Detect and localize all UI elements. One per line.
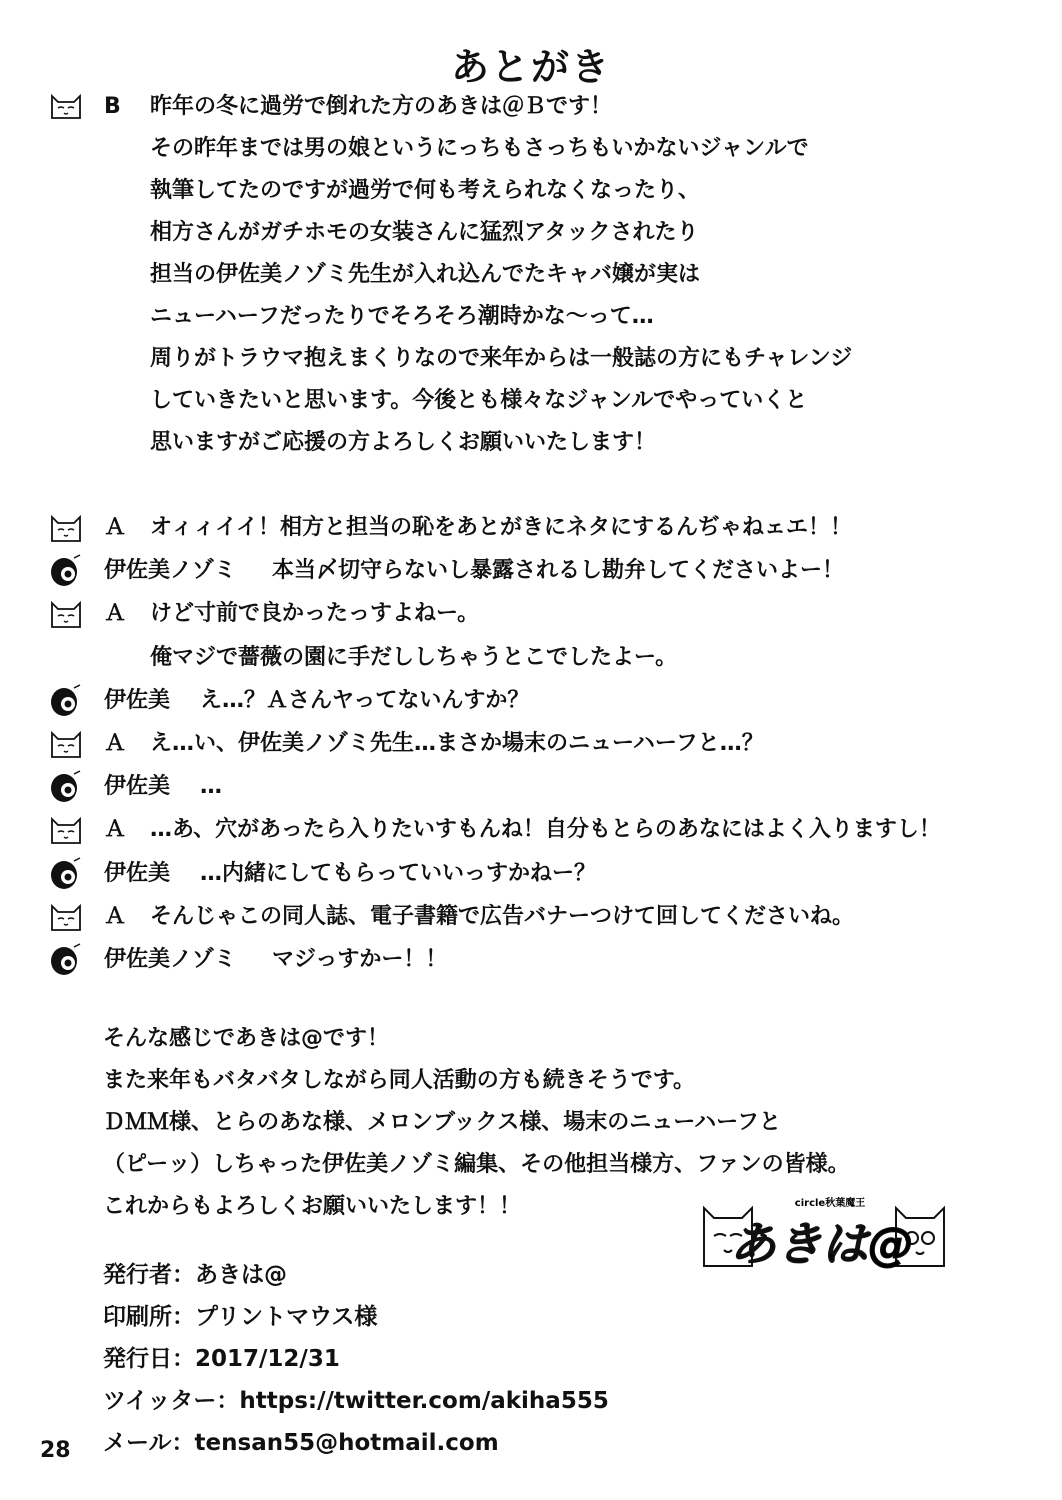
dialogue-text: 俺マジで薔薇の園に手だししちゃうとこでしたよー。 [150, 645, 678, 670]
dialogue-text: けど寸前で良かったっすよねー。 [150, 601, 480, 626]
robot-face-icon [48, 684, 84, 722]
robot-face-icon [48, 943, 84, 981]
intro-speaker: B [104, 94, 121, 119]
cat-face-icon [48, 597, 84, 635]
dialogue-text: マジっすかー！！ [272, 947, 448, 972]
dialogue-speaker: Ａ [104, 904, 127, 929]
intro-line: 相方さんがガチホモの女装さんに猛烈アタックされたり [150, 220, 699, 245]
intro-line: 担当の伊佐美ノゾミ先生が入れ込んでたキャバ嬢が実は [150, 262, 701, 287]
dialogue-text: え…い、伊佐美ノゾミ先生…まさか場末のニューハーフと…？ [150, 731, 764, 756]
robot-face-icon [48, 554, 84, 592]
robot-face-icon [48, 770, 84, 808]
page-number: 28 [40, 1438, 71, 1463]
closing-line: また来年もバタバタしながら同人活動の方も続きそうです。 [103, 1068, 696, 1093]
svg-text:あきは@: あきは@ [730, 1217, 914, 1271]
dialogue-speaker: Ａ [104, 731, 127, 756]
robot-face-icon [48, 857, 84, 895]
intro-line: 昨年の冬に過労で倒れた方のあきは＠Ｂです！ [150, 94, 613, 119]
dialogue-speaker: 伊佐美 [104, 688, 171, 713]
closing-line: （ピーッ）しちゃった伊佐美ノゾミ編集、その他担当様方、ファンの皆様。 [103, 1152, 850, 1177]
dialogue-speaker: 伊佐美ノゾミ [104, 947, 237, 972]
intro-line: ニューハーフだったりでそろそろ潮時かな〜って… [150, 304, 654, 329]
colophon-publisher: 発行者：あきは@ [103, 1262, 287, 1288]
dialogue-speaker: Ａ [104, 817, 127, 842]
intro-line: その昨年までは男の娘というにっちもさっちもいかないジャンルで [150, 136, 809, 161]
dialogue-speaker: 伊佐美ノゾミ [104, 558, 237, 583]
closing-line: ＤＭＭ様、とらのあな様、メロンブックス様、場末のニューハーフと [103, 1110, 782, 1135]
svg-text:circle秋葉魔王: circle秋葉魔王 [794, 1198, 866, 1209]
cat-face-icon [48, 900, 84, 938]
dialogue-speaker: Ａ [104, 601, 127, 626]
cat-face-icon [48, 813, 84, 851]
intro-line: していきたいと思います。今後とも様々なジャンルでやっていくと [150, 388, 808, 413]
closing-line: そんな感じであきは@です！ [103, 1026, 390, 1051]
dialogue-speaker: 伊佐美 [104, 774, 171, 799]
circle-logo [700, 1188, 970, 1278]
dialogue-text: …内緒にしてもらっていいっすかねー？ [200, 861, 597, 886]
dialogue-text: … [200, 774, 222, 799]
dialogue-text: そんじゃこの同人誌、電子書籍で広告バナーつけて回してくださいね。 [150, 904, 855, 929]
colophon-twitter[interactable]: ツイッター：https://twitter.com/akiha555 [103, 1388, 609, 1414]
cat-face-icon [48, 88, 84, 124]
intro-line: 執筆してたのですが過労で何も考えられなくなったり、 [150, 178, 701, 203]
dialogue-text: オィィイイ！相方と担当の恥をあとがきにネタにするんぢゃねェエ！！ [150, 515, 853, 540]
closing-line: これからもよろしくお願いいたします！！ [103, 1194, 522, 1219]
colophon-date: 発行日：2017/12/31 [103, 1346, 340, 1372]
intro-line: 思いますがご応援の方よろしくお願いいたします！ [150, 430, 657, 455]
page-title: あとがき [450, 45, 611, 89]
cat-face-icon [48, 727, 84, 765]
colophon-email[interactable]: メール：tensan55@hotmail.com [103, 1430, 499, 1456]
dialogue-text: え…？Ａさんヤってないんすか？ [200, 688, 530, 713]
dialogue-speaker: 伊佐美 [104, 861, 171, 886]
dialogue-speaker: Ａ [104, 515, 127, 540]
intro-line: 周りがトラウマ抱えまくりなので来年からは一般誌の方にもチャレンジ [150, 346, 853, 371]
colophon-printer: 印刷所：プリントマウス様 [103, 1304, 378, 1330]
dialogue-text: 本当〆切守らないし暴露されるし勘弁してくださいよー！ [272, 558, 845, 583]
cat-face-icon [48, 511, 84, 549]
dialogue-text: …あ、穴があったら入りたいすもんね！自分もとらのあなにはよく入りますし！ [150, 817, 941, 842]
